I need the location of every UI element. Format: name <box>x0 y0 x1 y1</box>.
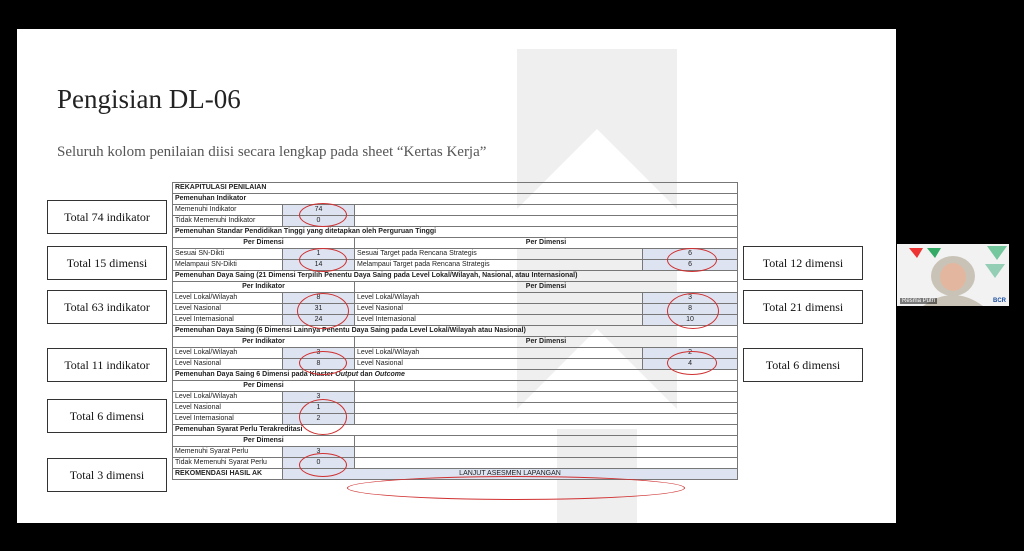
column-head: Per Dimensi <box>355 337 738 348</box>
recommendation-value: LANJUT ASESMEN LAPANGAN <box>283 469 738 480</box>
row-label: Level Nasional <box>173 403 283 414</box>
value-cell: 1 <box>283 403 355 414</box>
highlight-oval <box>297 293 349 329</box>
value-cell: 24 <box>283 315 355 326</box>
row-label: Level Lokal/Wilayah <box>355 293 643 304</box>
brand-logo: BCR <box>993 298 1006 304</box>
row-label: Sesuai Target pada Rencana Strategis <box>355 249 643 260</box>
section-header: Pemenuhan Standar Pendidikan Tinggi yang ditetapkan oleh Perguruan Tinggi <box>173 227 738 238</box>
value-cell: 3 <box>283 348 355 359</box>
row-label: Level Internasional <box>173 315 283 326</box>
column-head: Per Dimensi <box>173 238 355 249</box>
value-cell: 2 <box>643 348 738 359</box>
row-label: Level Nasional <box>173 304 283 315</box>
slide-title: Pengisian DL-06 <box>57 84 241 114</box>
callout-box: Total 21 dimensi <box>743 290 863 324</box>
presentation-slide <box>17 29 896 523</box>
value-cell: 31 <box>283 304 355 315</box>
section-header: Pemenuhan Syarat Perlu Terakreditasi <box>173 425 738 436</box>
row-label: Melampaui Target pada Rencana Strategis <box>355 260 643 271</box>
callout-box: Total 11 indikator <box>47 348 167 382</box>
value-cell: 3 <box>283 447 355 458</box>
header-text: dan <box>358 371 375 378</box>
column-head: Per Dimensi <box>355 238 738 249</box>
callout-box: Total 6 dimensi <box>47 399 167 433</box>
value-cell: 4 <box>643 359 738 370</box>
row-label: Level Nasional <box>355 359 643 370</box>
row-label: Level Lokal/Wilayah <box>173 348 283 359</box>
webcam-thumbnail[interactable] <box>897 244 1009 306</box>
row-label: Memenuhi Indikator <box>173 205 283 216</box>
row-label: Tidak Memenuhi Indikator <box>173 216 283 227</box>
column-head: Per Indikator <box>173 337 355 348</box>
highlight-oval <box>667 293 719 329</box>
highlight-oval <box>299 203 347 227</box>
header-text: Pemenuhan Daya Saing 6 Dimensi pada Klaster <box>175 371 336 378</box>
section-header <box>173 370 738 381</box>
slide-subtitle: Seluruh kolom penilaian diisi secara lengkap pada sheet “Kertas Kerja” <box>57 144 487 160</box>
value-cell: 74 <box>283 205 355 216</box>
value-cell: 8 <box>643 304 738 315</box>
callout-box: Total 6 dimensi <box>743 348 863 382</box>
section-header: Pemenuhan Daya Saing (21 Dimensi Terpilih Penentu Daya Saing pada Level Lokal/Wilayah, Nasional, atau Internasional) <box>173 271 738 282</box>
value-cell: 14 <box>283 260 355 271</box>
column-head: Per Dimensi <box>355 282 738 293</box>
value-cell: 6 <box>643 249 738 260</box>
row-label: Melampaui SN-Dikti <box>173 260 283 271</box>
value-cell: 1 <box>283 249 355 260</box>
callout-box: Total 12 dimensi <box>743 246 863 280</box>
value-cell: 10 <box>643 315 738 326</box>
row-label: Sesuai SN-Dikti <box>173 249 283 260</box>
row-label: Level Internasional <box>173 414 283 425</box>
value-cell: 3 <box>283 392 355 403</box>
column-head: Per Dimensi <box>173 436 355 447</box>
participant-video <box>897 244 1009 306</box>
row-label: Level Internasional <box>355 315 643 326</box>
row-label: Level Nasional <box>355 304 643 315</box>
highlight-oval <box>347 476 685 500</box>
callout-box: Total 74 indikator <box>47 200 167 234</box>
row-label: Level Lokal/Wilayah <box>173 293 283 304</box>
row-label: Memenuhi Syarat Perlu <box>173 447 283 458</box>
header-text: Outcome <box>374 371 405 378</box>
value-cell: 2 <box>283 414 355 425</box>
callout-box: Total 3 dimensi <box>47 458 167 492</box>
value-cell: 8 <box>283 359 355 370</box>
row-label: Level Lokal/Wilayah <box>355 348 643 359</box>
value-cell: 3 <box>643 293 738 304</box>
highlight-oval <box>299 453 347 477</box>
highlight-oval <box>299 399 347 435</box>
value-cell: 8 <box>283 293 355 304</box>
section-header: Pemenuhan Indikator <box>173 194 738 205</box>
header-text: Output <box>335 371 359 378</box>
highlight-oval <box>299 351 347 375</box>
value-cell: 6 <box>643 260 738 271</box>
participant-name-tag: Resma Putri <box>902 298 936 304</box>
value-cell: 0 <box>283 458 355 469</box>
column-head: Per Dimensi <box>173 381 355 392</box>
callout-box: Total 15 dimensi <box>47 246 167 280</box>
row-label: Level Lokal/Wilayah <box>173 392 283 403</box>
recommendation-label: REKOMENDASI HASIL AK <box>173 469 283 480</box>
row-label: Level Nasional <box>173 359 283 370</box>
highlight-oval <box>299 248 347 272</box>
callout-box: Total 63 indikator <box>47 290 167 324</box>
column-head: Per Indikator <box>173 282 355 293</box>
recap-table <box>172 182 738 480</box>
row-label: Tidak Memenuhi Syarat Perlu <box>173 458 283 469</box>
table-title: REKAPITULASI PENILAIAN <box>173 183 738 194</box>
highlight-oval <box>667 351 717 375</box>
section-header: Pemenuhan Daya Saing (6 Dimensi Lainnya Penentu Daya Saing pada Level Lokal/Wilayah atau Nasional) <box>173 326 738 337</box>
highlight-oval <box>667 248 717 272</box>
value-cell: 0 <box>283 216 355 227</box>
